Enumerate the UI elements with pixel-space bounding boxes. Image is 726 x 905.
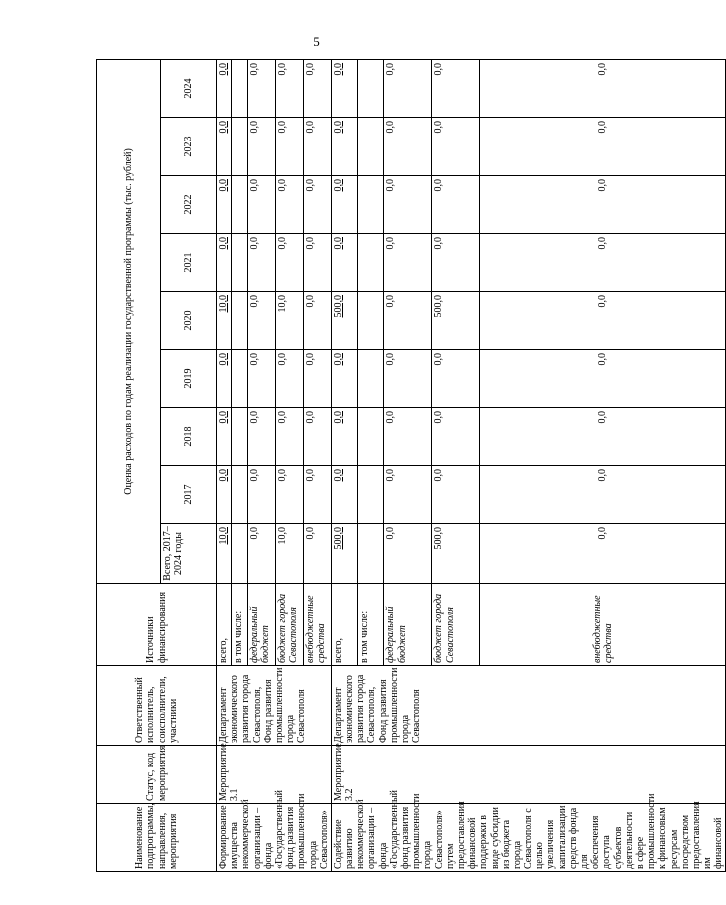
- value-cell: 0,0: [247, 408, 275, 466]
- value-cell: 0,0: [217, 408, 232, 466]
- year-2019-header: 2019: [161, 350, 217, 408]
- financing-table: [96, 59, 726, 872]
- value-cell: 0,0: [275, 466, 303, 524]
- value-cell: 0,0: [247, 176, 275, 234]
- value-cell: 0,0: [480, 234, 726, 292]
- value-cell: 0,0: [432, 408, 480, 466]
- source-cell: всего,: [331, 584, 357, 666]
- value-cell: 0,0: [480, 118, 726, 176]
- value-cell: 0,0: [384, 59, 432, 117]
- value-cell: [358, 466, 384, 524]
- value-cell: [232, 292, 247, 350]
- measure-executor: Департамент экономического развития города Севастополя, Фонд развития промышленности города Севастополя: [331, 666, 726, 746]
- value-cell: 0,0: [217, 59, 232, 117]
- source-cell: всего,: [217, 584, 232, 666]
- value-cell: 0,0: [303, 118, 331, 176]
- value-cell: [232, 234, 247, 292]
- value-cell: 0,0: [432, 59, 480, 117]
- value-cell: 0,0: [303, 292, 331, 350]
- source-cell: федеральный бюджет: [247, 584, 275, 666]
- value-cell: 0,0: [247, 118, 275, 176]
- year-2017-header: 2017: [161, 466, 217, 524]
- value-cell: 0,0: [247, 59, 275, 117]
- value-cell: 0,0: [303, 59, 331, 117]
- source-cell: бюджет города Севастополя: [432, 584, 480, 666]
- year-2023-header: 2023: [161, 118, 217, 176]
- value-cell: 10,0: [217, 292, 232, 350]
- value-cell: 0,0: [275, 350, 303, 408]
- value-cell: 0,0: [331, 350, 357, 408]
- measure-name: Формирование имущества некоммерческой организации – фонда «Государственный фонд развития промышленности города Севастополя»: [217, 804, 332, 872]
- value-cell: 500,0: [432, 524, 480, 584]
- value-cell: 0,0: [247, 234, 275, 292]
- value-cell: 0,0: [275, 59, 303, 117]
- value-cell: [358, 234, 384, 292]
- value-cell: 500,0: [331, 524, 357, 584]
- value-cell: 10,0: [217, 524, 232, 584]
- value-cell: 0,0: [303, 524, 331, 584]
- value-cell: 0,0: [303, 408, 331, 466]
- value-cell: 0,0: [480, 59, 726, 117]
- value-cell: [358, 59, 384, 117]
- rotated-table-container: [96, 60, 725, 872]
- col-source-header: Источники финансирования: [97, 584, 217, 666]
- value-cell: 0,0: [217, 118, 232, 176]
- value-cell: 0,0: [432, 118, 480, 176]
- value-cell: 0,0: [384, 176, 432, 234]
- value-cell: [232, 118, 247, 176]
- page-number: 5: [313, 34, 320, 49]
- value-cell: [358, 176, 384, 234]
- value-cell: 500,0: [432, 292, 480, 350]
- value-cell: 0,0: [217, 466, 232, 524]
- value-cell: 0,0: [303, 234, 331, 292]
- value-cell: 0,0: [247, 292, 275, 350]
- value-cell: 0,0: [432, 350, 480, 408]
- year-2021-header: 2021: [161, 234, 217, 292]
- value-cell: [232, 524, 247, 584]
- year-2018-header: 2018: [161, 408, 217, 466]
- value-cell: 0,0: [275, 176, 303, 234]
- value-cell: 0,0: [384, 524, 432, 584]
- value-cell: 10,0: [275, 292, 303, 350]
- header-row-main: [97, 59, 161, 871]
- value-cell: [358, 118, 384, 176]
- source-cell: внебюджетные средства: [303, 584, 331, 666]
- measure-executor: Департамент экономического развития города Севастополя, Фонд развития промышленности города Севастополя: [217, 666, 332, 746]
- value-cell: 0,0: [217, 176, 232, 234]
- value-cell: 0,0: [480, 524, 726, 584]
- value-cell: 0,0: [384, 292, 432, 350]
- value-cell: 0,0: [331, 408, 357, 466]
- value-cell: 0,0: [217, 234, 232, 292]
- value-cell: 500,0: [331, 292, 357, 350]
- value-cell: 0,0: [275, 118, 303, 176]
- source-cell: федеральный бюджет: [384, 584, 432, 666]
- value-cell: 0,0: [331, 234, 357, 292]
- value-cell: 0,0: [331, 59, 357, 117]
- value-cell: [232, 350, 247, 408]
- year-2024-header: 2024: [161, 59, 217, 117]
- table-row: [217, 59, 232, 871]
- year-2020-header: 2020: [161, 292, 217, 350]
- value-cell: 0,0: [247, 350, 275, 408]
- value-cell: [232, 59, 247, 117]
- value-cell: 10,0: [275, 524, 303, 584]
- value-cell: 0,0: [303, 466, 331, 524]
- source-cell: бюджет города Севастополя: [275, 584, 303, 666]
- value-cell: 0,0: [331, 176, 357, 234]
- measure-name: Содействие развитию некоммерческой организации – фонда «Государственный фонд развития промышленности города Севастополя» путем предоставления финансовой поддержки в виде субсидии из бюджета города Севастополя с целью увеличения капитализации средств фонда для обеспечения доступа субъектов деятельности в сфере промышленности к финансовым ресурсам посредством предоставления им финансовой: [331, 804, 726, 872]
- value-cell: [232, 176, 247, 234]
- value-cell: 0,0: [275, 408, 303, 466]
- expenses-header: Оценка расходов по годам реализации государственной программы (тыс. рублей): [97, 59, 161, 583]
- value-cell: 0,0: [275, 234, 303, 292]
- value-cell: 0,0: [331, 118, 357, 176]
- value-cell: 0,0: [480, 292, 726, 350]
- value-cell: [358, 350, 384, 408]
- measure-code: Мероприятие 3.1: [217, 746, 332, 804]
- value-cell: 0,0: [480, 466, 726, 524]
- value-cell: [358, 408, 384, 466]
- value-cell: 0,0: [303, 350, 331, 408]
- value-cell: 0,0: [384, 118, 432, 176]
- value-cell: 0,0: [432, 176, 480, 234]
- year-2022-header: 2022: [161, 176, 217, 234]
- value-cell: 0,0: [217, 350, 232, 408]
- value-cell: 0,0: [247, 524, 275, 584]
- value-cell: 0,0: [384, 408, 432, 466]
- total-header: Всего, 2017–2024 годы: [161, 524, 217, 584]
- value-cell: [232, 408, 247, 466]
- table-row: [331, 59, 357, 871]
- value-cell: [358, 292, 384, 350]
- value-cell: 0,0: [384, 350, 432, 408]
- value-cell: 0,0: [303, 176, 331, 234]
- value-cell: 0,0: [480, 408, 726, 466]
- value-cell: 0,0: [432, 466, 480, 524]
- measure-code: Мероприятие 3.2: [331, 746, 726, 804]
- source-cell: в том числе:: [358, 584, 384, 666]
- col-name-header: Наименование подпрограммы, направления, мероприятия: [97, 804, 217, 872]
- source-cell: внебюджетные средства: [480, 584, 726, 666]
- value-cell: [358, 524, 384, 584]
- value-cell: 0,0: [331, 466, 357, 524]
- value-cell: 0,0: [247, 466, 275, 524]
- col-code-header: Статус, код мероприятия: [97, 746, 217, 804]
- value-cell: 0,0: [384, 234, 432, 292]
- source-cell: в том числе:: [232, 584, 247, 666]
- value-cell: 0,0: [432, 234, 480, 292]
- value-cell: 0,0: [480, 350, 726, 408]
- value-cell: [232, 466, 247, 524]
- value-cell: 0,0: [384, 466, 432, 524]
- value-cell: 0,0: [480, 176, 726, 234]
- col-executor-header: Ответственный исполнитель, соисполнители, участники: [97, 666, 217, 746]
